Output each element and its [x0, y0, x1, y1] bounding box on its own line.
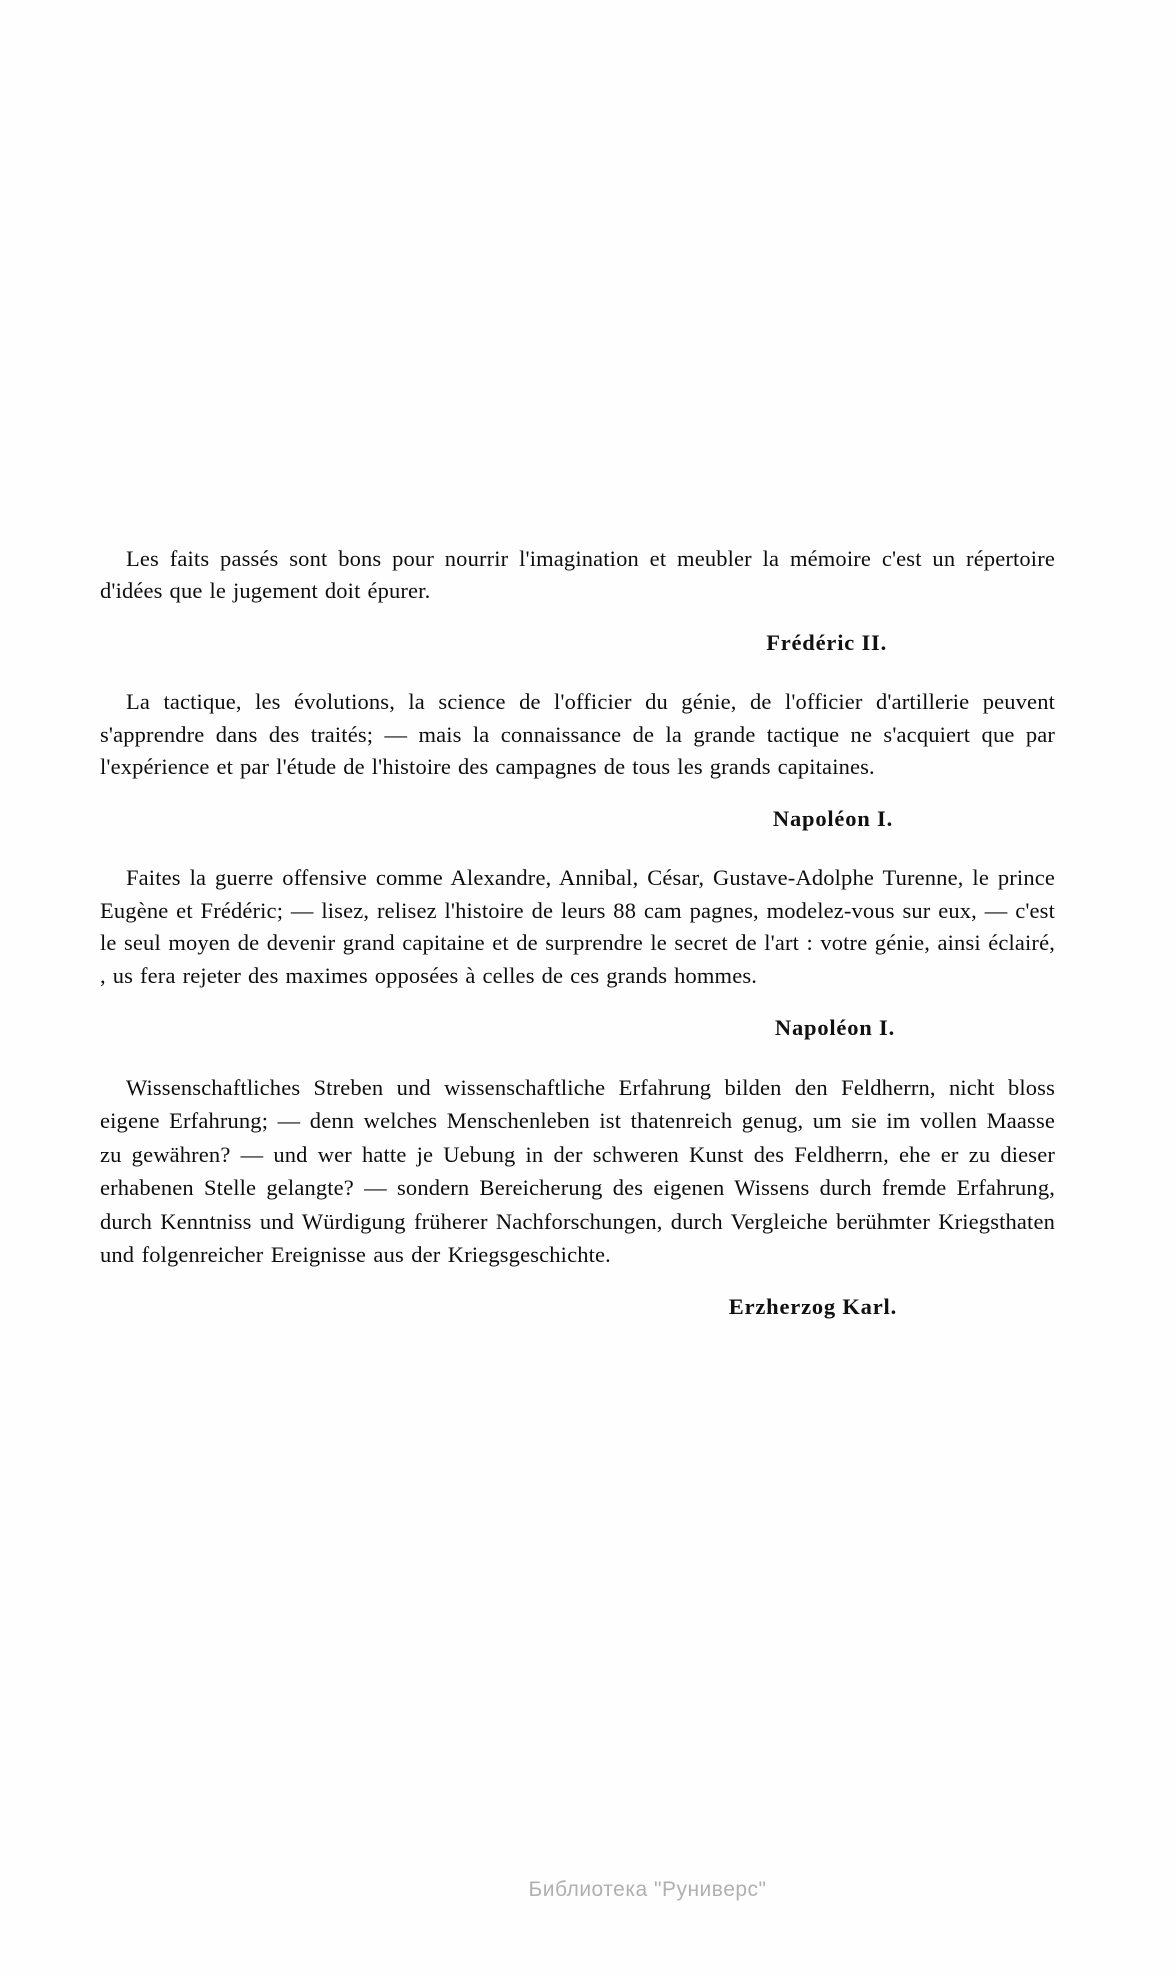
library-watermark [0, 1878, 1175, 1902]
page-content [100, 520, 1055, 1354]
library-watermark-text: Библиотека "Руниверс" [528, 1878, 767, 1901]
quote-attribution-1: Frédéric II. [766, 630, 887, 655]
quote-text-1: Les faits passés sont bons pour nourrir l'imagination et meubler la mémoire c'est un répertoire d'idées que le jugement doit épurer. [100, 545, 1055, 603]
quote-block-3 [100, 862, 1055, 1041]
quote-text-4: Wissenschaftliches Streben und wissenschaftliche Erfahrung bilden den Feldherrn, nicht bloss eigene Erfahrung; — denn welches Menschenleben ist thatenreich genug, um sie im vollen Maasse zu gewähren? — und wer hatte je Uebung in der schweren Kunst des Feldherrn, ehe er zu dieser erhabenen Stelle gelangte? — sondern Bereicherung des eigenen Wissens durch fremde Erfahrung, durch Kenntniss und Würdigung früherer Nachforschungen, durch Vergleiche berühmter Kriegsthaten und folgenreicher Ereignisse aus der Kriegsgeschichte. [100, 1074, 1055, 1267]
quote-text-2: La tactique, les évolutions, la science de l'officier du génie, de l'officier d'artillerie peuvent s'apprendre dans des traités; — mais la connaissance de la grande tactique ne s'acquiert que par l'expérience et par l'étude de l'histoire des campagnes de tous les grands capitaines. [100, 689, 1055, 779]
quote-attribution-4: Erzherzog Karl. [728, 1294, 897, 1319]
quote-block-1 [100, 543, 1055, 657]
quote-attribution-2: Napoléon I. [772, 806, 893, 831]
quote-block-2 [100, 686, 1055, 832]
quote-block-4 [100, 1071, 1055, 1321]
quote-text-3: Faites la guerre offensive comme Alexandre, Annibal, César, Gustave-Adolphe Turenne, le prince Eugène et Frédéric; — lisez, relisez l'histoire de leurs 88 cam pagnes, modelez-vous sur eux, — c'est le seul moyen de devenir grand capitaine et de surprendre le secret de l'art : votre génie, ainsi éclairé, , us fera rejeter des maximes opposées à celles de ces grands hommes. [100, 865, 1055, 988]
quote-attribution-3: Napoléon I. [774, 1014, 895, 1040]
